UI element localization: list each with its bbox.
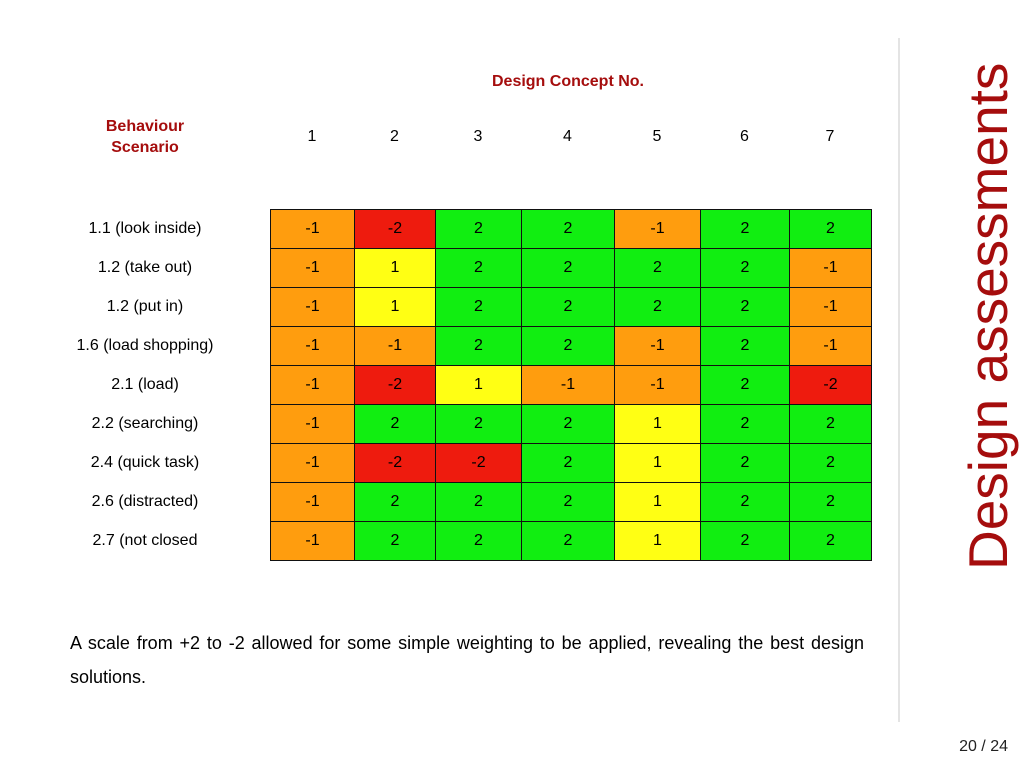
column-header-2: 2 — [390, 128, 399, 145]
score-cell: 2 — [435, 287, 522, 327]
score-cell: 2 — [435, 326, 522, 366]
score-cell: 2 — [354, 521, 436, 561]
row-label: 1.2 (take out) — [97, 259, 193, 276]
vertical-divider — [898, 38, 900, 722]
score-cell: 2 — [521, 287, 615, 327]
row-label: 1.2 (put in) — [106, 298, 184, 315]
score-cell: 2 — [521, 482, 615, 522]
score-cell: -1 — [789, 287, 872, 327]
behaviour-scenario-header: Behaviour Scenario — [105, 118, 185, 156]
score-cell: 1 — [354, 248, 436, 288]
column-header-3: 3 — [473, 128, 483, 145]
score-cell: 2 — [700, 482, 790, 522]
page-number: 20 / 24 — [959, 738, 1008, 755]
score-cell: -1 — [270, 443, 355, 483]
score-cell: 2 — [521, 521, 615, 561]
score-cell: 2 — [435, 248, 522, 288]
score-cell: -1 — [270, 521, 355, 561]
score-cell: -1 — [614, 326, 701, 366]
score-cell: -1 — [521, 365, 615, 405]
row-label: 2.4 (quick task) — [90, 454, 200, 471]
score-cell: 2 — [789, 521, 872, 561]
score-cell: 2 — [700, 521, 790, 561]
row-label: 2.6 (distracted) — [91, 493, 199, 510]
score-cell: -1 — [614, 365, 701, 405]
score-cell: 2 — [521, 404, 615, 444]
description-paragraph: A scale from +2 to -2 allowed for some simple weighting to be applied, revealing the best design solutions. — [70, 633, 864, 687]
column-header-4: 4 — [563, 128, 572, 145]
slide-title: Design assessments — [957, 62, 1019, 570]
score-cell: -1 — [270, 326, 355, 366]
score-cell: 2 — [521, 248, 615, 288]
score-cell: -2 — [354, 443, 436, 483]
score-cell: 2 — [521, 209, 615, 249]
row-label: 2.7 (not closed — [92, 532, 198, 549]
score-cell: -2 — [354, 365, 436, 405]
score-cell: 2 — [700, 326, 790, 366]
score-cell: 2 — [354, 482, 436, 522]
score-cell: 2 — [700, 209, 790, 249]
score-cell: 2 — [700, 443, 790, 483]
score-cell: 2 — [789, 404, 872, 444]
score-cell: 2 — [435, 209, 522, 249]
score-cell: -1 — [789, 326, 872, 366]
score-cell: -1 — [270, 287, 355, 327]
score-cell: 1 — [614, 482, 701, 522]
score-cell: 2 — [789, 482, 872, 522]
score-cell: 2 — [700, 248, 790, 288]
score-cell: 2 — [435, 521, 522, 561]
column-header-5: 5 — [652, 128, 662, 145]
score-cell: -1 — [270, 404, 355, 444]
score-cell: 2 — [521, 326, 615, 366]
score-cell: -1 — [270, 482, 355, 522]
score-cell: 2 — [700, 287, 790, 327]
design-concept-header: Design Concept No. — [491, 73, 644, 90]
row-label: 1.6 (load shopping) — [76, 337, 214, 354]
score-cell: 1 — [614, 521, 701, 561]
score-cell: 2 — [435, 404, 522, 444]
score-cell: 2 — [614, 248, 701, 288]
score-cell: -2 — [435, 443, 522, 483]
score-cell: 1 — [435, 365, 522, 405]
score-cell: 2 — [700, 404, 790, 444]
row-label: 1.1 (look inside) — [88, 220, 202, 237]
score-cell: -1 — [270, 209, 355, 249]
column-header-7: 7 — [825, 128, 835, 145]
score-cell: 2 — [789, 209, 872, 249]
score-cell: 2 — [614, 287, 701, 327]
score-cell: -1 — [614, 209, 701, 249]
score-cell: -1 — [270, 248, 355, 288]
column-header-1: 1 — [307, 128, 317, 145]
row-label: 2.1 (load) — [111, 376, 179, 393]
score-cell: 2 — [789, 443, 872, 483]
column-header-6: 6 — [740, 128, 749, 145]
score-cell: 2 — [521, 443, 615, 483]
score-cell: -1 — [354, 326, 436, 366]
score-cell: 1 — [354, 287, 436, 327]
score-cell: 1 — [614, 404, 701, 444]
score-cell: -2 — [354, 209, 436, 249]
row-label: 2.2 (searching) — [91, 415, 199, 432]
score-cell: 2 — [354, 404, 436, 444]
score-cell: -2 — [789, 365, 872, 405]
score-cell: -1 — [270, 365, 355, 405]
score-cell: -1 — [789, 248, 872, 288]
score-cell: 2 — [435, 482, 522, 522]
score-cell: 1 — [614, 443, 701, 483]
score-cell: 2 — [700, 365, 790, 405]
